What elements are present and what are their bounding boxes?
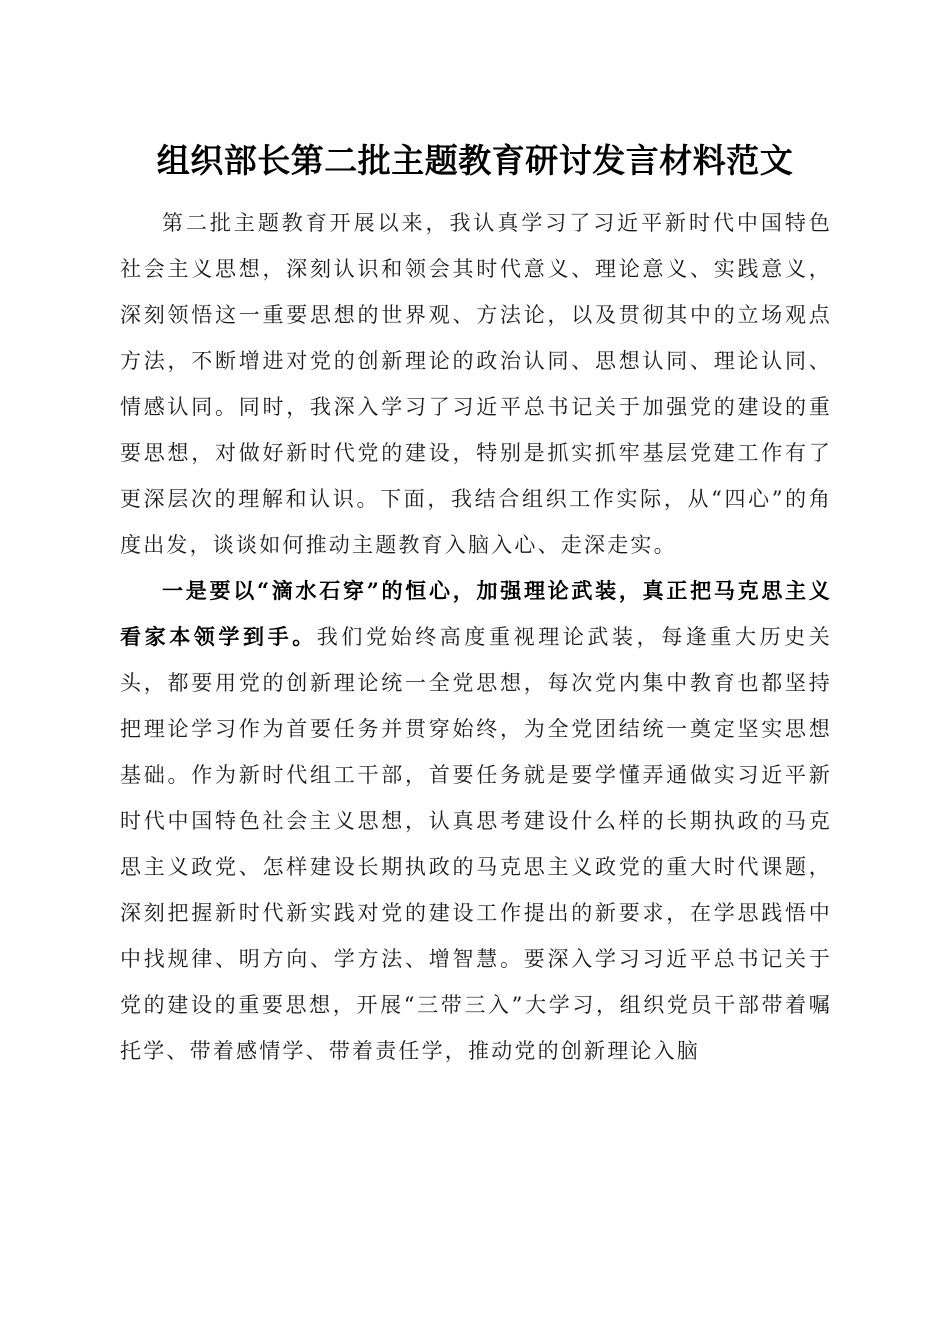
document-body	[120, 200, 832, 1074]
paragraph-point-one-lead: 一是要以“滴水石穿”的恒心，加强理论武装，真正把马克思主义看家本领学到手。	[120, 578, 832, 649]
paragraph-point-one	[120, 568, 832, 1074]
document-title: 组织部长第二批主题教育研讨发言材料范文	[156, 141, 794, 180]
paragraph-point-one-text: 我们党始终高度重视理论武装，每逢重大历史关头，都要用党的创新理论统一全党思想，每次党内集中教育也都坚持把理论学习作为首要任务并贯穿始终，为全党团结统一奠定坚实思想基础。作为新时代组工干部，首要任务就是要学懂弄通做实习近平新时代中国特色社会主义思想，认真思考建设什么样的长期执政的马克思主义政党、怎样建设长期执政的马克思主义政党的重大时代课题，深刻把握新时代新实践对党的建设工作提出的新要求，在学思践悟中中找规律、明方向、学方法、增智慧。要深入学习习近平总书记关于党的建设的重要思想，开展“三带三入”大学习，组织党员干部带着嘱托学、带着感情学、带着责任学，推动党的创新理论入脑	[120, 625, 832, 1063]
paragraph-intro-text: 第二批主题教育开展以来，我认真学习了习近平新时代中国特色社会主义思想，深刻认识和领会其时代意义、理论意义、实践意义，深刻领悟这一重要思想的世界观、方法论，以及贯彻其中的立场观点方法，不断增进对党的创新理论的政治认同、思想认同、理论认同、情感认同。同时，我深入学习了习近平总书记关于加强党的建设的重要思想，对做好新时代党的建设，特别是抓实抓牢基层党建工作有了更深层次的理解和认识。下面，我结合组织工作实际，从“四心”的角度出发，谈谈如何推动主题教育入脑入心、走深走实。	[120, 211, 832, 557]
paragraph-intro	[120, 200, 832, 568]
